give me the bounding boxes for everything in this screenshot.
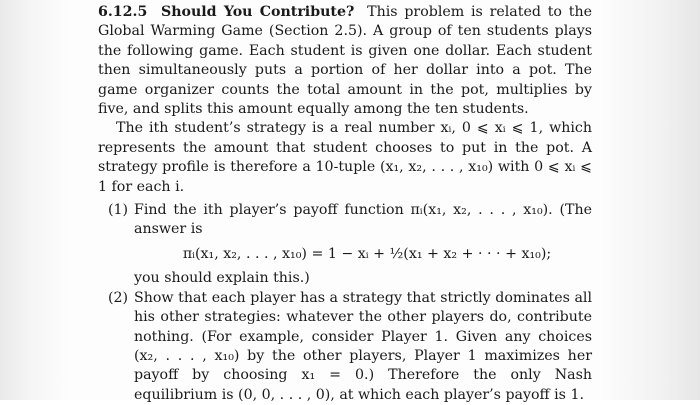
item-text: Find the ith player’s payoff function πᵢ(x₁, x₂, . . . , x₁₀). (The answer is xyxy=(134,202,592,238)
strategy-paragraph: The ith student’s strategy is a real number xᵢ, 0 ⩽ xᵢ ⩽ 1, which represents the amount that student chooses to put in the pot. A strategy profile is therefore a 10-tuple (x₁, x₂, . . . , x₁₀) with 0 ⩽ xᵢ ⩽ 1 for each i. xyxy=(98,120,592,195)
problem-items xyxy=(98,201,592,405)
problem-intro xyxy=(98,3,592,119)
problem-item xyxy=(98,201,592,289)
problem-title: Should You Contribute? xyxy=(160,4,355,20)
problem-text-block xyxy=(98,3,592,405)
item-text: Show that each player has a strategy that strictly dominates all his other strategies: whatever the other players do, contribute nothing. (For example, consider Player 1. Given any choices (x₂, . . . , x₁₀) by the other players, Player 1 maximizes her payoff by choosing x₁ = 0.) Therefore the only Nash equilibrium is (0, 0, . . . , 0), at which each player’s payoff is 1. xyxy=(134,289,592,403)
payoff-equation: πᵢ(x₁, x₂, . . . , x₁₀) = 1 − xᵢ + ½(x₁ + x₂ + · · · + x₁₀); xyxy=(182,245,552,262)
item-number: (1) xyxy=(108,202,129,219)
item-text-continued: you should explain this.) xyxy=(134,270,310,287)
problem-number: 6.12.5 xyxy=(98,4,148,20)
problem-item xyxy=(98,289,592,405)
item-number: (2) xyxy=(108,289,129,306)
intro-paragraph: This problem is related to the Global Warming Game (Section 2.5). A group of ten students plays the following game. Each student is given one dollar. Each student then simultaneously puts a portion of her dollar into a pot. The game organizer counts the total amount in the pot, multiplies by five, and splits this amount equally among the ten students. xyxy=(98,4,592,118)
